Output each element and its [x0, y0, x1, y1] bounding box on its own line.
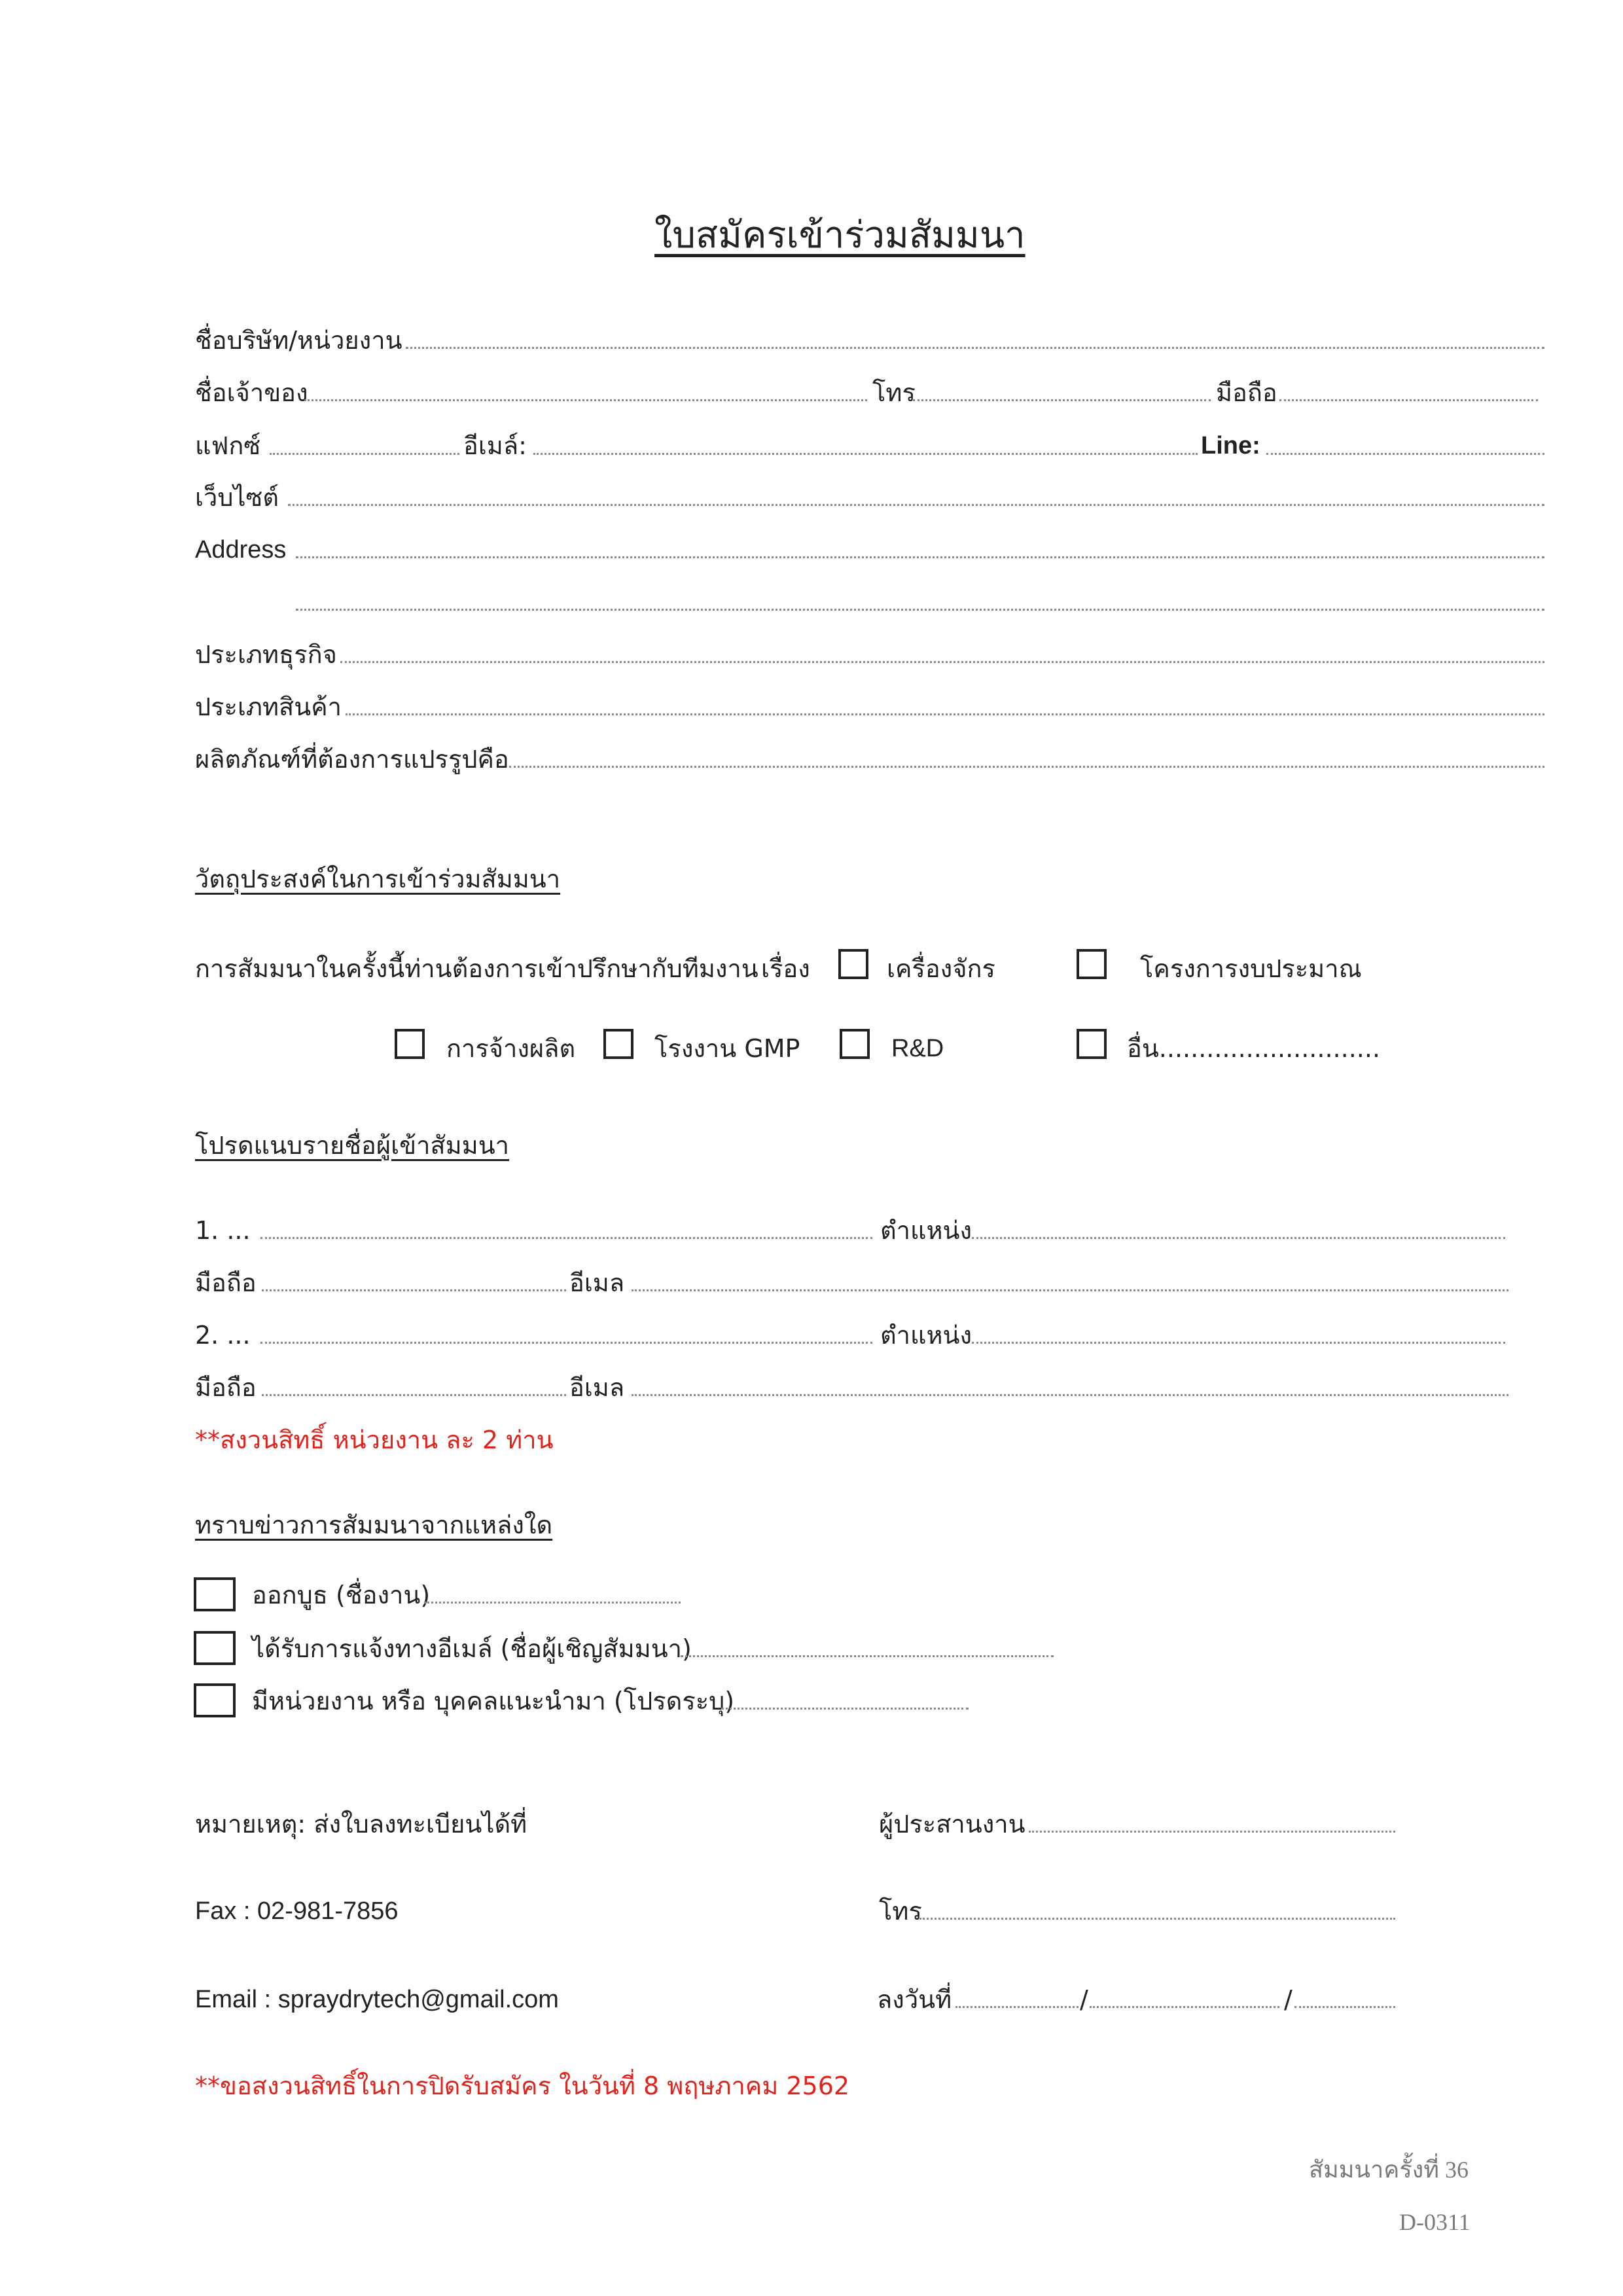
footer-fax: Fax : 02-981-7856	[195, 1897, 399, 1925]
phone-field[interactable]	[913, 399, 1211, 401]
checkbox-contract-manufacturing[interactable]	[395, 1029, 425, 1059]
option-rnd: R&D	[891, 1035, 944, 1062]
source-option-email: ได้รับการแจ้งทางอีเมล์ (ชื่อผู้เชิญสัมมนา)	[252, 1634, 692, 1663]
attendee-2-mobile-field[interactable]	[262, 1394, 566, 1396]
attendee-1-email-field[interactable]	[632, 1289, 1508, 1291]
fax-field[interactable]	[270, 453, 459, 455]
source-option-referral: มีหน่วยงาน หรือ บุคคลแนะนำมา (โปรดระบุ)	[252, 1687, 735, 1715]
footer-phone-field[interactable]	[919, 1918, 1395, 1920]
date-label: ลงวันที่	[877, 1985, 952, 2014]
source-referral-field[interactable]	[721, 1708, 969, 1710]
attendee-limit-note: **สงวนสิทธิ์ หน่วยงาน ละ 2 ท่าน	[195, 1426, 554, 1454]
attendee-1-mobile-field[interactable]	[262, 1289, 566, 1291]
source-email-field[interactable]	[681, 1655, 1054, 1657]
document-code: D-0311	[1399, 2209, 1471, 2235]
date-year-field[interactable]	[1294, 2006, 1395, 2008]
footer-phone-label: โทร	[879, 1897, 922, 1926]
website-field[interactable]	[288, 504, 1544, 506]
product-type-label: ประเภทสินค้า	[195, 692, 342, 721]
objective-question: การสัมมนาในครั้งนี้ท่านต้องการเข้าปรึกษากับทีมงาน	[195, 954, 758, 983]
address-label: Address	[195, 536, 287, 564]
date-day-field[interactable]	[955, 2006, 1079, 2008]
attendee-2-number: 2. ...	[195, 1321, 251, 1350]
attendee-1-position-field[interactable]	[972, 1237, 1505, 1239]
product-type-field[interactable]	[346, 713, 1544, 715]
objective-topic-label: เรื่อง	[761, 954, 810, 983]
option-machinery: เครื่องจักร	[887, 954, 995, 983]
attendee-2-email-field[interactable]	[632, 1394, 1508, 1396]
objective-heading: วัตถุประสงค์ในการเข้าร่วมสัมมนา	[195, 865, 561, 893]
checkbox-machinery[interactable]	[838, 949, 868, 979]
product-to-process-label: ผลิตภัณฑ์ที่ต้องการแปรรูปคือ	[195, 745, 509, 774]
option-budget-project: โครงการงบประมาณ	[1140, 954, 1362, 983]
checkbox-booth[interactable]	[194, 1577, 236, 1611]
line-label: Line:	[1201, 432, 1260, 459]
checkbox-email-notice[interactable]	[194, 1631, 236, 1665]
line-field[interactable]	[1266, 453, 1544, 455]
coordinator-label: ผู้ประสานงาน	[879, 1810, 1026, 1839]
owner-label: ชื่อเจ้าของ	[195, 378, 308, 407]
checkbox-rnd[interactable]	[840, 1029, 870, 1059]
option-gmp-factory: โรงงาน GMP	[654, 1034, 800, 1063]
mobile-field[interactable]	[1279, 399, 1538, 401]
attendee-1-email-label: อีเมล	[569, 1268, 625, 1297]
attendee-2-mobile-label: มือถือ	[195, 1373, 257, 1402]
owner-field[interactable]	[304, 399, 867, 401]
checkbox-referral[interactable]	[194, 1683, 236, 1717]
attendee-2-position-field[interactable]	[972, 1342, 1505, 1344]
date-slash-2: /	[1284, 1985, 1293, 2014]
email-field[interactable]	[533, 453, 1198, 455]
company-field[interactable]	[406, 347, 1544, 349]
fax-label: แฟกซ์	[195, 431, 261, 460]
coordinator-field[interactable]	[1029, 1831, 1395, 1833]
attendee-1-number: 1. ...	[195, 1216, 251, 1245]
mobile-label: มือถือ	[1216, 378, 1277, 407]
page-title: ใบสมัครเข้าร่วมสัมมนา	[654, 214, 1026, 257]
seminar-number: สัมมนาครั้งที่ 36	[1309, 2157, 1469, 2183]
attendee-1-name-field[interactable]	[260, 1237, 872, 1239]
date-slash-1: /	[1080, 1985, 1088, 2014]
business-type-field[interactable]	[340, 661, 1544, 663]
footer-email: Email : spraydrytech@gmail.com	[195, 1986, 559, 2013]
deadline-note: **ขอสงวนสิทธิ์ในการปิดรับสมัคร ในวันที่ 8 พฤษภาคม 2562	[195, 2072, 850, 2100]
source-booth-field[interactable]	[424, 1602, 681, 1604]
business-type-label: ประเภทธุรกิจ	[195, 640, 337, 669]
attendee-2-position-label: ตำแหน่ง	[880, 1321, 972, 1350]
attendees-heading: โปรดแนบรายชื่อผู้เข้าสัมมนา	[195, 1131, 510, 1160]
checkbox-other[interactable]	[1077, 1029, 1107, 1059]
source-heading: ทราบข่าวการสัมมนาจากแหล่งใด	[195, 1511, 553, 1539]
option-other: อื่น............................	[1127, 1034, 1381, 1063]
option-contract-manufacturing: การจ้างผลิต	[446, 1034, 576, 1063]
company-label: ชื่อบริษัท/หน่วยงาน	[195, 326, 402, 355]
email-label: อีเมล์:	[463, 431, 527, 460]
website-label: เว็บไซต์	[195, 483, 279, 512]
attendee-1-position-label: ตำแหน่ง	[880, 1216, 972, 1245]
date-month-field[interactable]	[1090, 2006, 1279, 2008]
source-option-booth: ออกบูธ (ชื่องาน)	[252, 1581, 431, 1609]
checkbox-gmp-factory[interactable]	[603, 1029, 633, 1059]
address-field-line-2[interactable]	[296, 609, 1544, 611]
attendee-1-mobile-label: มือถือ	[195, 1268, 257, 1297]
product-to-process-field[interactable]	[509, 766, 1544, 768]
footer-note: หมายเหตุ: ส่งใบลงทะเบียนได้ที่	[195, 1810, 527, 1839]
phone-label: โทร	[872, 378, 916, 407]
attendee-2-email-label: อีเมล	[569, 1373, 625, 1402]
checkbox-budget-project[interactable]	[1077, 949, 1107, 979]
attendee-2-name-field[interactable]	[260, 1342, 872, 1344]
address-field-line-1[interactable]	[296, 556, 1544, 558]
